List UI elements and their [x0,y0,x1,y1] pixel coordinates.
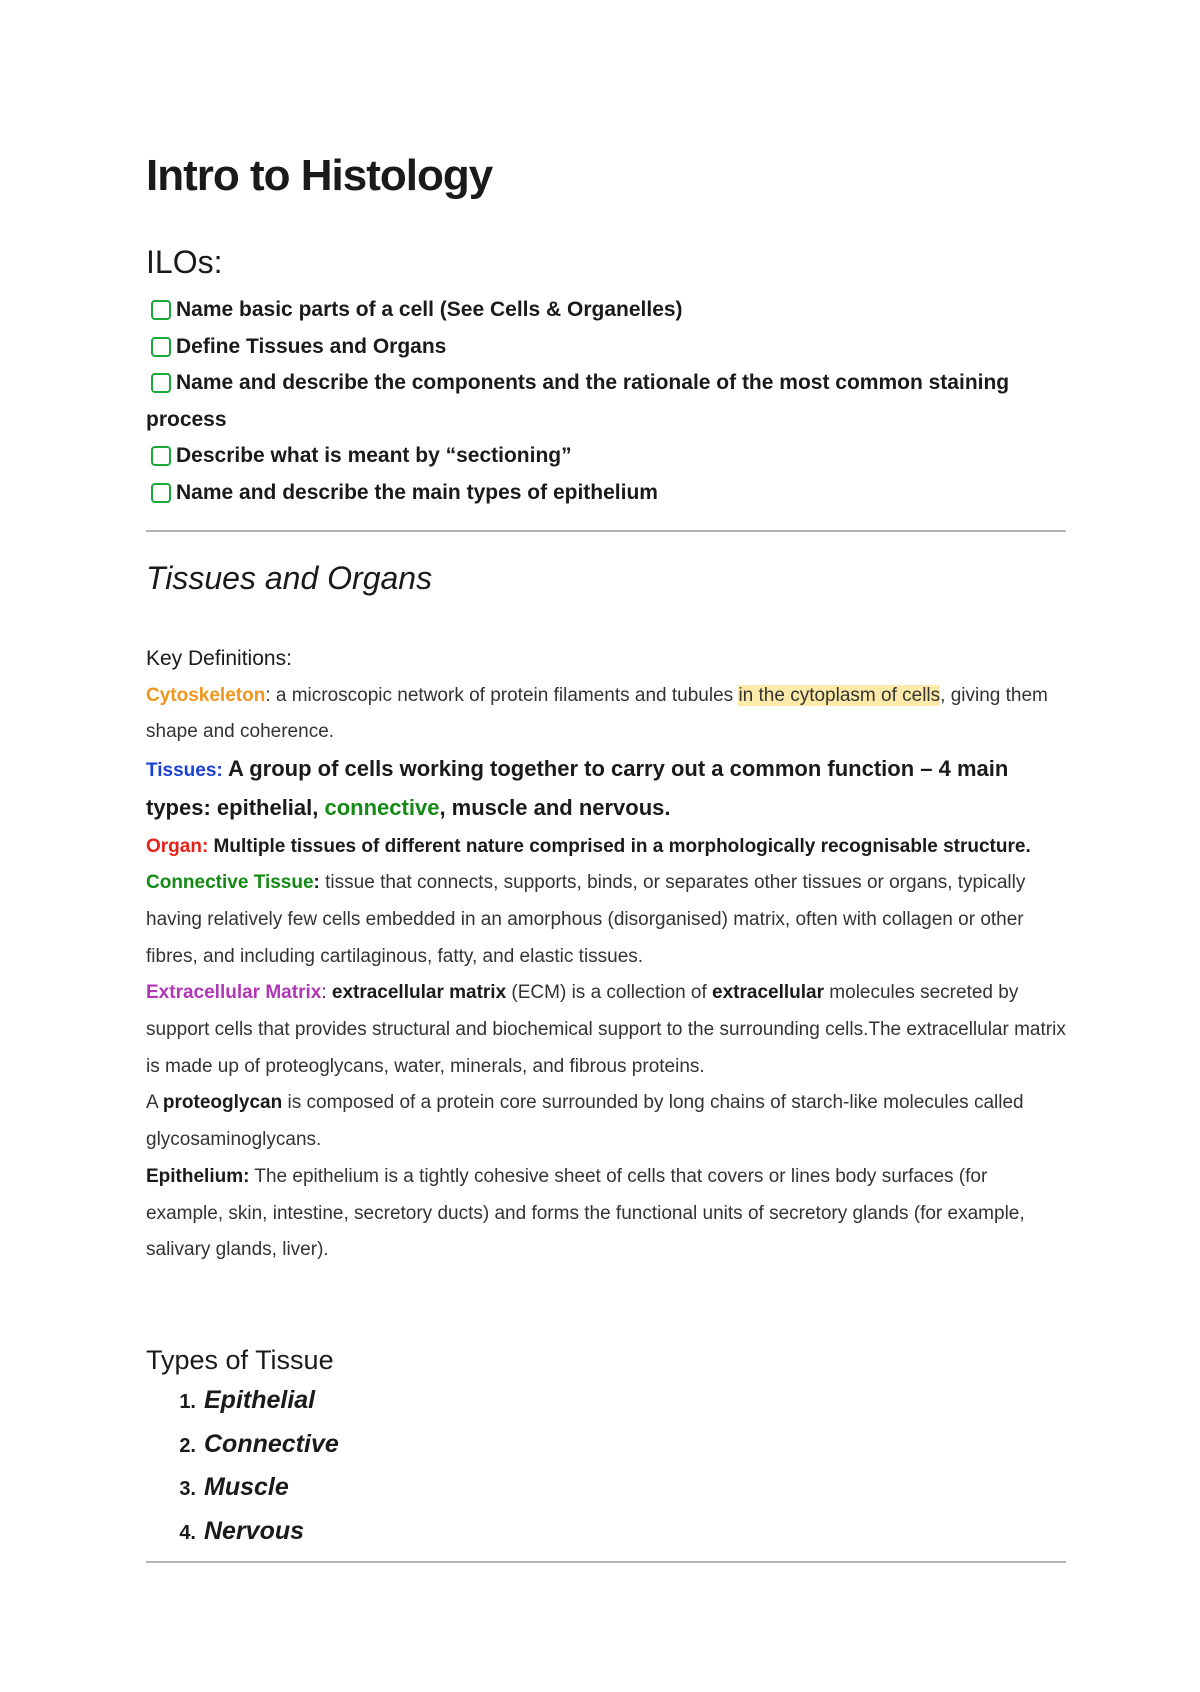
list-item [146,1511,339,1555]
ilo-item-label: Define Tissues and Organs [176,334,447,358]
checkbox-icon[interactable] [151,300,171,320]
key-definitions [146,641,1066,1269]
definition-extracellular-matrix [146,975,1066,1085]
term-extracellular-matrix: Extracellular Matrix [146,982,322,1004]
term-colon: : [265,684,271,706]
term-organ: Organ: [146,835,209,857]
bold-text: proteoglycan [162,1092,283,1114]
definition-text: Multiple tissues of different nature comprised in a morphologically recognisable structure. [208,835,1031,857]
term-colon: : [313,872,320,894]
term-colon: : [243,1165,250,1187]
ilos-heading: ILOs: [146,244,223,280]
types-of-tissue-list [146,1380,339,1554]
list-number: 4. [179,1521,196,1544]
list-item-label: Nervous [204,1516,305,1545]
definition-text: The epithelium is a tightly cohesive sheet of cells that covers or lines body surfaces (for example, skin, intestine, secretory ducts) and forms the functional units of secretory glands (for example, salivary glands, liver). [146,1165,1025,1261]
ilo-item [146,292,1066,329]
ilo-item [146,475,1066,512]
definition-text: A [146,1092,163,1114]
checkbox-icon[interactable] [151,337,171,357]
section-heading-tissues-organs: Tissues and Organs [146,560,433,596]
list-number: 2. [179,1434,196,1457]
definition-proteoglycan [146,1085,1066,1158]
checkbox-icon[interactable] [151,373,171,393]
ilo-checklist [146,292,1066,511]
ilo-item-label: Name and describe the main types of epithelium [176,480,658,504]
list-number: 3. [179,1478,196,1500]
definition-text: A group of cells working together to carry out a common function – 4 main types: epithelial, [146,756,1009,820]
ilo-item [146,438,1066,475]
list-item [146,1424,339,1468]
ilo-item [146,365,1066,438]
definition-text: is composed of a protein core surrounded by long chains of starch-like molecules called glycosaminoglycans. [146,1092,1024,1151]
definition-text: (ECM) is a collection of [506,982,713,1004]
highlighted-text: in the cytoplasm of cells [738,684,941,706]
list-item-label: Epithelial [204,1386,316,1414]
definition-organ [146,829,1066,866]
types-of-tissue-heading: Types of Tissue [146,1345,334,1375]
definition-text: molecules secreted by support cells that provides structural and biochemical support to the surrounding cells.The extracellular matrix is made up of proteoglycans, water, minerals, and fibrous proteins. [146,982,1066,1077]
connective-word: connective [324,794,440,820]
definition-text: a microscopic network of protein filaments and tubules [270,684,739,706]
term-connective-tissue: Connective Tissue [146,872,314,894]
definition-text: tissue that connects, supports, binds, or separates other tissues or organs, typically having relatively few cells embedded in an amorphous (disorganised) matrix, often with collagen or other fibres, and including cartilaginous, fatty, and elastic tissues. [146,872,1026,967]
checkbox-icon[interactable] [151,483,171,503]
list-number: 1. [179,1391,196,1413]
checkbox-icon[interactable] [151,446,171,466]
definition-tissues [146,751,1066,828]
list-item [146,1380,339,1424]
list-item [146,1467,339,1511]
term-epithelium: Epithelium [146,1165,244,1187]
section-divider [146,530,1066,532]
bold-text: extracellular [712,982,825,1004]
list-item-label: Connective [204,1429,339,1458]
ilo-item-label: Describe what is meant by “sectioning” [176,444,572,467]
section-divider [146,1561,1066,1563]
definition-text: , giving them shape and coherence. [146,684,1048,743]
key-definitions-label: Key Definitions: [146,647,292,670]
page-title: Intro to Histology [146,151,493,200]
definition-text: , muscle and nervous. [439,794,671,820]
definition-cytoskeleton [146,678,1066,751]
definition-connective-tissue [146,865,1066,975]
ilo-item-label: Name and describe the components and the rationale of the most common staining process [146,371,1010,431]
list-item-label: Muscle [204,1473,289,1501]
bold-text: extracellular matrix [331,982,507,1004]
definition-epithelium [146,1159,1066,1269]
term-colon: : [321,982,332,1004]
term-cytoskeleton: Cytoskeleton [146,684,266,706]
term-tissues: Tissues: [146,760,223,782]
ilo-item-label: Name basic parts of a cell (See Cells & Organelles) [176,298,683,321]
ilo-item [146,329,1066,366]
